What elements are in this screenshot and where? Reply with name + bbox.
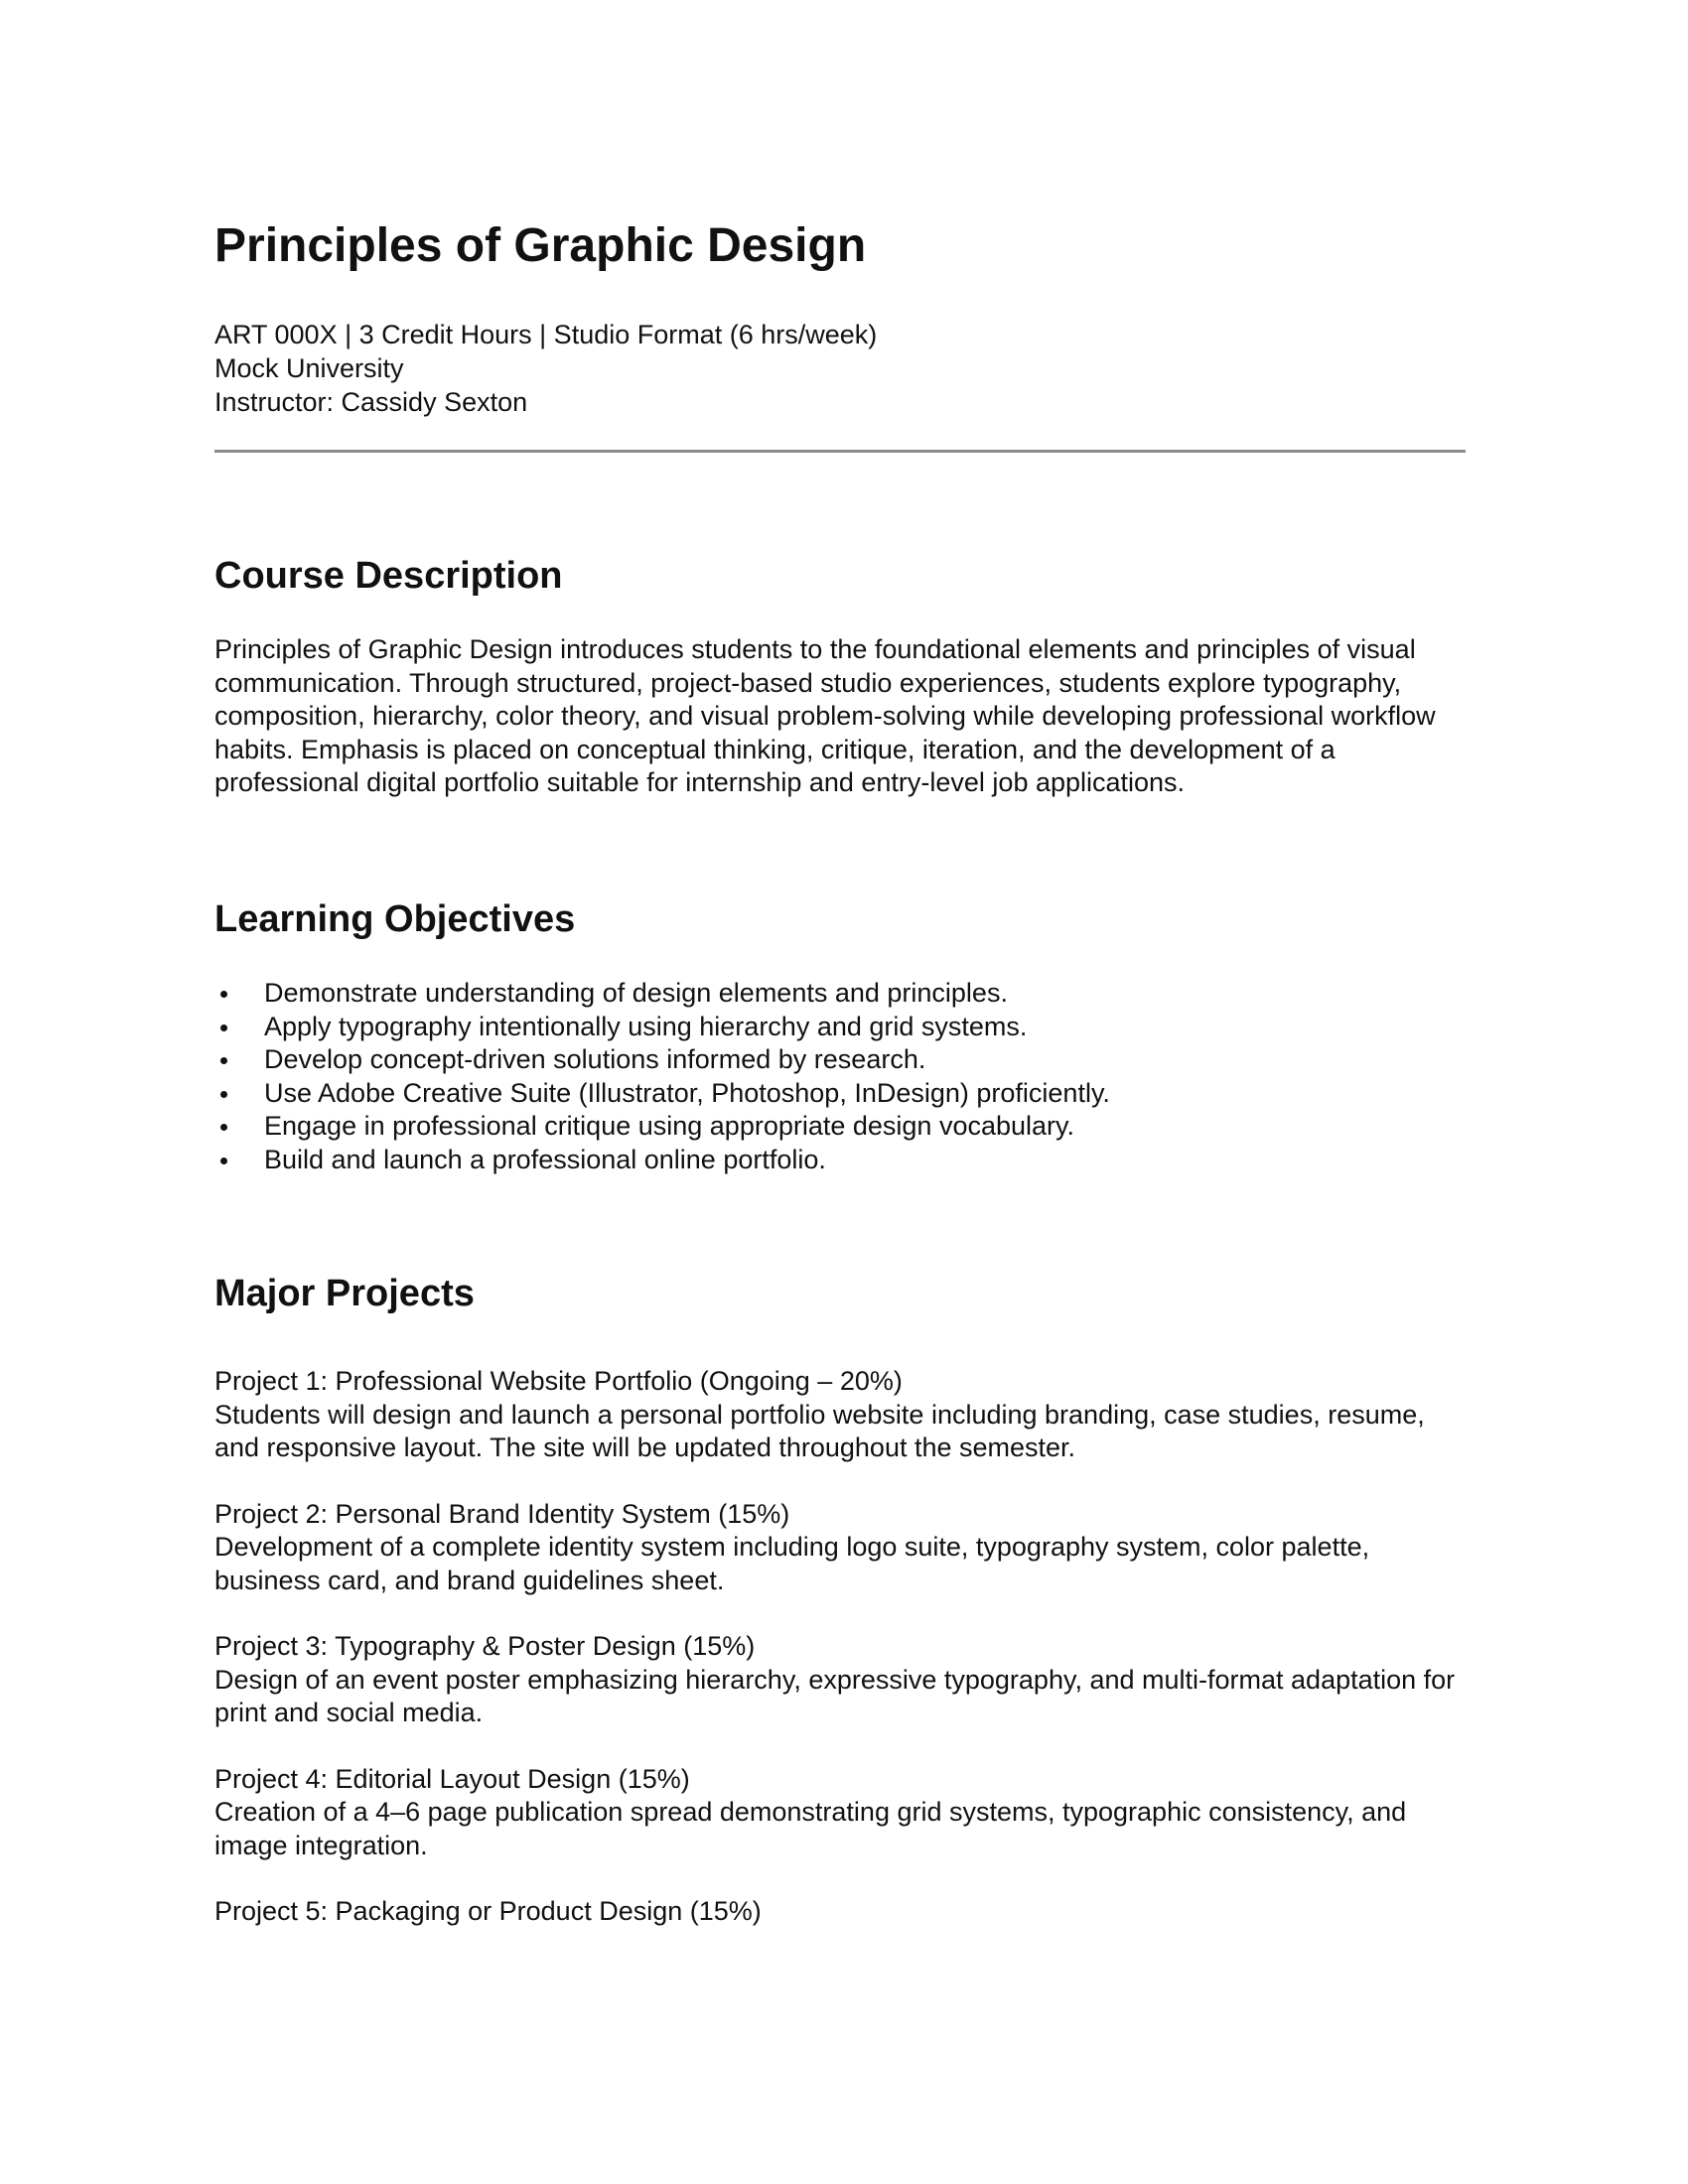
bullet-icon [220, 1091, 227, 1098]
course-description-heading: Course Description [214, 555, 563, 597]
bullet-icon [220, 1057, 227, 1064]
project-description: Creation of a 4–6 page publication spread demonstrating grid systems, typographic consistency, and image integration. [214, 1797, 1407, 1860]
learning-objectives-heading: Learning Objectives [214, 898, 576, 940]
project-title: Project 3: Typography & Poster Design (15%) [214, 1631, 756, 1661]
list-item: Demonstrate understanding of design elements and principles. [214, 977, 1466, 1011]
project-description: Development of a complete identity system including logo suite, typography system, color palette, business card, and brand guidelines sheet. [214, 1532, 1370, 1595]
project-item [214, 1895, 1466, 1929]
header-divider [214, 450, 1466, 453]
instructor-name: Instructor: Cassidy Sexton [214, 387, 528, 417]
project-item [214, 1630, 1466, 1730]
project-title: Project 2: Personal Brand Identity System (15%) [214, 1498, 790, 1529]
project-item [214, 1498, 1466, 1598]
list-item: Use Adobe Creative Suite (Illustrator, Photoshop, InDesign) proficiently. [214, 1077, 1466, 1111]
syllabus-page [214, 210, 1466, 1926]
project-title: Project 1: Professional Website Portfolio (Ongoing – 20%) [214, 1366, 903, 1396]
bullet-icon [220, 1124, 227, 1131]
course-description-section [214, 548, 1466, 800]
course-meta [214, 318, 1466, 419]
objectives-list [214, 977, 1466, 1176]
list-item: Apply typography intentionally using hierarchy and grid systems. [214, 1011, 1466, 1044]
project-description: Design of an event poster emphasizing hierarchy, expressive typography, and multi-format adaptation for print and social media. [214, 1664, 1456, 1727]
project-title: Project 4: Editorial Layout Design (15%) [214, 1763, 690, 1794]
list-item: Develop concept-driven solutions informed by research. [214, 1043, 1466, 1077]
list-item: Build and launch a professional online portfolio. [214, 1144, 1466, 1177]
bullet-icon [220, 1024, 227, 1031]
projects-list [214, 1365, 1466, 1929]
major-projects-section [214, 1266, 1466, 1962]
project-item [214, 1763, 1466, 1863]
university-name: Mock University [214, 353, 404, 383]
bullet-icon [220, 991, 227, 998]
course-line: ART 000X | 3 Credit Hours | Studio Format (6 hrs/week) [214, 320, 878, 349]
major-projects-heading: Major Projects [214, 1273, 475, 1314]
project-description: Students will design and launch a personal portfolio website including branding, case studies, resume, and responsive layout. The site will be updated throughout the semester. [214, 1399, 1425, 1462]
bullet-icon [220, 1158, 227, 1164]
page-title: Principles of Graphic Design [214, 219, 867, 272]
course-description-body: Principles of Graphic Design introduces students to the foundational elements and principles of visual communication. Through structured, project-based studio experiences, students explore typography, composition, hierarchy, color theory, and visual problem-solving while developing professional workflow habits. Emphasis is placed on conceptual thinking, critique, iteration, and the development of a professional digital portfolio suitable for internship and entry-level job applications. [214, 634, 1436, 797]
project-title: Project 5: Packaging or Product Design (15%) [214, 1896, 762, 1926]
learning-objectives-section [214, 891, 1466, 1176]
project-item [214, 1365, 1466, 1465]
list-item: Engage in professional critique using appropriate design vocabulary. [214, 1110, 1466, 1144]
